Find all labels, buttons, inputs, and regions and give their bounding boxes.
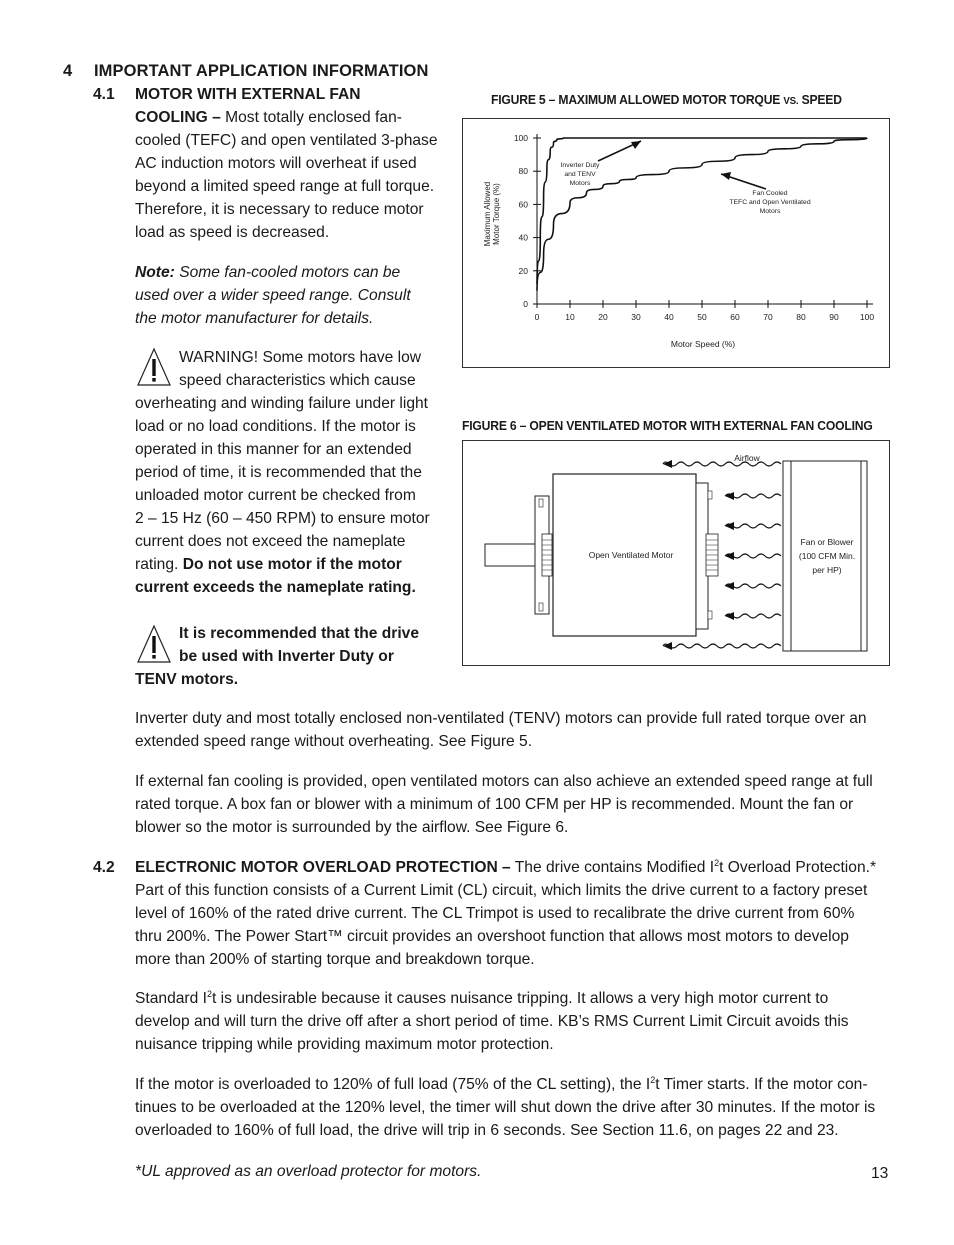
subsection-number-4-1: 4.1	[93, 86, 115, 103]
warning-bold-line: Do not use motor if the motor	[182, 556, 402, 573]
figure5-box	[462, 118, 890, 368]
airflow-label: Airflow	[734, 453, 760, 463]
fan-label-line1: Fan or Blower	[800, 537, 854, 547]
subsection-number-4-2: 4.2	[93, 859, 115, 876]
y-tick-label: 80	[518, 166, 528, 177]
x-tick-label: 80	[796, 312, 806, 322]
y-axis-label-line1: Maximum Allowed	[483, 181, 492, 247]
para-text: Standard I	[135, 990, 207, 1007]
fan-cooling-diagram	[463, 441, 889, 665]
subsection-title-line1: MOTOR WITH EXTERNAL FAN	[135, 86, 361, 103]
paragraph-standard-i2t	[135, 987, 895, 1056]
recommend-line: It is recommended that the drive	[179, 625, 420, 642]
x-tick-label: 40	[664, 312, 674, 322]
series1-label-line1: Inverter Duty	[560, 162, 600, 169]
series2-label-line2: TEFC and Open Ventilated	[729, 199, 811, 206]
y-tick-label: 40	[518, 232, 528, 243]
airflow-wave	[663, 644, 781, 648]
section-title: IMPORTANT APPLICATION INFORMATION	[94, 62, 429, 80]
para-line: rated torque. A box fan or blower with a minimum of 100 CFM per HP is recommended. Mount the fan or	[135, 796, 854, 813]
para-line: nuisance tripping while providing maximum motor protection.	[135, 1036, 554, 1053]
airflow-arrowhead	[663, 642, 672, 650]
warning-line: 2 – 15 Hz (60 – 450 RPM) to ensure motor	[135, 510, 430, 527]
airflow-arrowhead	[725, 552, 734, 560]
series1-label-line3: Motors	[569, 180, 591, 187]
series-line-2	[537, 138, 867, 291]
fan-front-frame	[783, 461, 791, 651]
footnote: *UL approved as an overload protector for motors.	[135, 1163, 482, 1180]
rear-bolt-top	[708, 491, 712, 499]
airflow-arrowhead	[725, 582, 734, 590]
body-line: Therefore, it is necessary to reduce motor	[135, 201, 424, 218]
body-line: Most totally enclosed fan-	[220, 109, 402, 126]
x-tick-label: 60	[730, 312, 740, 322]
note-label: Note:	[135, 264, 175, 281]
series-line-1	[537, 138, 867, 284]
figure6-title: FIGURE 6 – OPEN VENTILATED MOTOR WITH EXTERNAL FAN COOLING	[462, 418, 873, 433]
warning-label: WARNING!	[179, 349, 259, 366]
recommendation-block	[135, 622, 455, 691]
warning-line: Some motors have low	[258, 349, 422, 366]
para-line: develop and will turn the drive off after a short period of time. KB’s RMS Current Limit Circuit avoids this	[135, 1013, 849, 1030]
airflow-arrowhead	[663, 460, 672, 468]
airflow-arrowhead	[725, 522, 734, 530]
body-line: cooled (TEFC) and open ventilated 3-phase	[135, 132, 438, 149]
series2-arrowhead	[721, 172, 731, 180]
x-tick-label: 100	[859, 312, 875, 322]
subsection-4-1-text	[135, 83, 455, 244]
x-tick-label: 30	[631, 312, 641, 322]
note-line: used over a wider speed range. Consult	[135, 287, 411, 304]
warning-line: speed characteristics which cause	[179, 372, 416, 389]
torque-speed-chart	[463, 119, 889, 367]
paragraph-fan	[135, 770, 895, 839]
front-bolt-top	[539, 499, 543, 507]
x-axis-label: Motor Speed (%)	[670, 339, 736, 349]
x-tick-label: 90	[829, 312, 839, 322]
x-tick-label: 70	[763, 312, 773, 322]
figure5-title-text: FIGURE 5 – MAXIMUM ALLOWED MOTOR TORQUE	[491, 92, 784, 107]
airflow-arrowhead	[725, 492, 734, 500]
warning-bold-line: current exceeds the nameplate rating.	[135, 579, 416, 596]
fan-label-line2: (100 CFM Min.	[798, 551, 856, 561]
figure5-title-vs: VS.	[783, 95, 799, 107]
series2-label-line3: Motors	[759, 208, 781, 215]
fan-rear-frame	[861, 461, 867, 651]
y-tick-label: 0	[523, 299, 528, 309]
para-line: level of 160% of the rated drive current. The CL Trimpot is used to recalibrate the drive current from 60%	[135, 905, 855, 922]
x-tick-label: 50	[697, 312, 707, 322]
front-bolt-bottom	[539, 603, 543, 611]
superscript: 2	[206, 989, 212, 999]
para-line: Inverter duty and most totally enclosed non-ventilated (TENV) motors can provide full rated torque over an	[135, 710, 867, 727]
para-text: t Timer starts. If the motor con-	[655, 1076, 868, 1093]
warning-line: overheating and winding failure under light	[135, 395, 429, 412]
superscript: 2	[714, 858, 720, 868]
para-line: extended speed range without overheating. See Figure 5.	[135, 733, 533, 750]
para-line: overloaded to 160% of full load, the drive will trip in 6 seconds. See Section 11.6, on pages 22 and 23.	[135, 1122, 839, 1139]
y-tick-label: 60	[518, 199, 528, 210]
section-number: 4	[63, 62, 73, 80]
intro-text: t Overload Protection.*	[719, 859, 877, 876]
para-line: more than 200% of starting torque and breakdown torque.	[135, 951, 535, 968]
x-tick-label: 0	[534, 312, 540, 322]
fan-label-line3: per HP)	[812, 565, 842, 575]
series1-label-line2: and TENV	[564, 171, 596, 178]
y-tick-label: 20	[518, 265, 528, 276]
y-axis-label-line2: Motor Torque (%)	[492, 183, 501, 245]
intro-line-1	[135, 106, 455, 129]
recommend-line: be used with Inverter Duty or	[179, 648, 394, 665]
page-number: 13	[871, 1165, 889, 1182]
para-text: If the motor is overloaded to 120% of full load (75% of the CL setting), the I	[135, 1076, 651, 1093]
para-line: tinues to be overloaded at the 120% level, the timer will shut down the drive after 30 minutes. If the motor is	[135, 1099, 876, 1116]
para-line: blower so the motor is surrounded by the airflow. See Figure 6.	[135, 819, 569, 836]
body-line: load as speed is decreased.	[135, 224, 330, 241]
body-line: beyond a limited speed range at full torque.	[135, 178, 435, 195]
warning-line: period of time, it is recommended that the	[135, 464, 422, 481]
y-tick-label: 100	[513, 133, 528, 143]
subsection-4-2-title: ELECTRONIC MOTOR OVERLOAD PROTECTION –	[135, 859, 511, 876]
figure6-box	[462, 440, 890, 666]
recommend-line: TENV motors.	[135, 671, 239, 688]
note-line: the motor manufacturer for details.	[135, 310, 374, 327]
airflow-arrowhead	[725, 612, 734, 620]
x-tick-label: 20	[598, 312, 608, 322]
note-line: Some fan-cooled motors can be	[174, 264, 401, 281]
note-block	[135, 261, 455, 330]
motor-shaft	[485, 544, 535, 566]
superscript: 2	[650, 1075, 656, 1085]
intro-text: The drive contains Modified I	[510, 859, 715, 876]
airflow-wave	[663, 462, 781, 466]
para-line: Part of this function consists of a Current Limit (CL) circuit, which limits the drive current to a factory preset	[135, 882, 868, 899]
paragraph-overload	[135, 1073, 895, 1142]
warning-line: current does not exceed the nameplate	[135, 533, 406, 550]
series2-label-line1: Fan Cooled	[752, 190, 788, 197]
subsection-title-line2: COOLING –	[135, 109, 221, 126]
para-text: t is undesirable because it causes nuisance tripping. It allows a very high motor current to	[211, 990, 829, 1007]
body-line: AC induction motors will overheat if used	[135, 155, 417, 172]
motor-label: Open Ventilated Motor	[588, 550, 674, 560]
figure5-title-end: SPEED	[798, 92, 842, 107]
warning-block	[135, 346, 455, 599]
para-line: If external fan cooling is provided, open ventilated motors can also achieve an extended speed range at full	[135, 773, 873, 790]
warning-line: load or no load conditions. If the motor is	[135, 418, 416, 435]
x-tick-label: 10	[565, 312, 575, 322]
warning-line: operated in this manner for an extended	[135, 441, 412, 458]
figure5-title	[491, 88, 842, 113]
paragraph-inverter	[135, 707, 895, 753]
warning-line: rating.	[135, 556, 183, 573]
para-line: thru 200%. The Power Start™ circuit provides an overshoot function that allows most motors to develop	[135, 928, 849, 945]
subsection-4-2-text	[135, 856, 895, 971]
rear-bolt-bottom	[708, 611, 712, 619]
warning-line: unloaded motor current be checked from	[135, 487, 416, 504]
